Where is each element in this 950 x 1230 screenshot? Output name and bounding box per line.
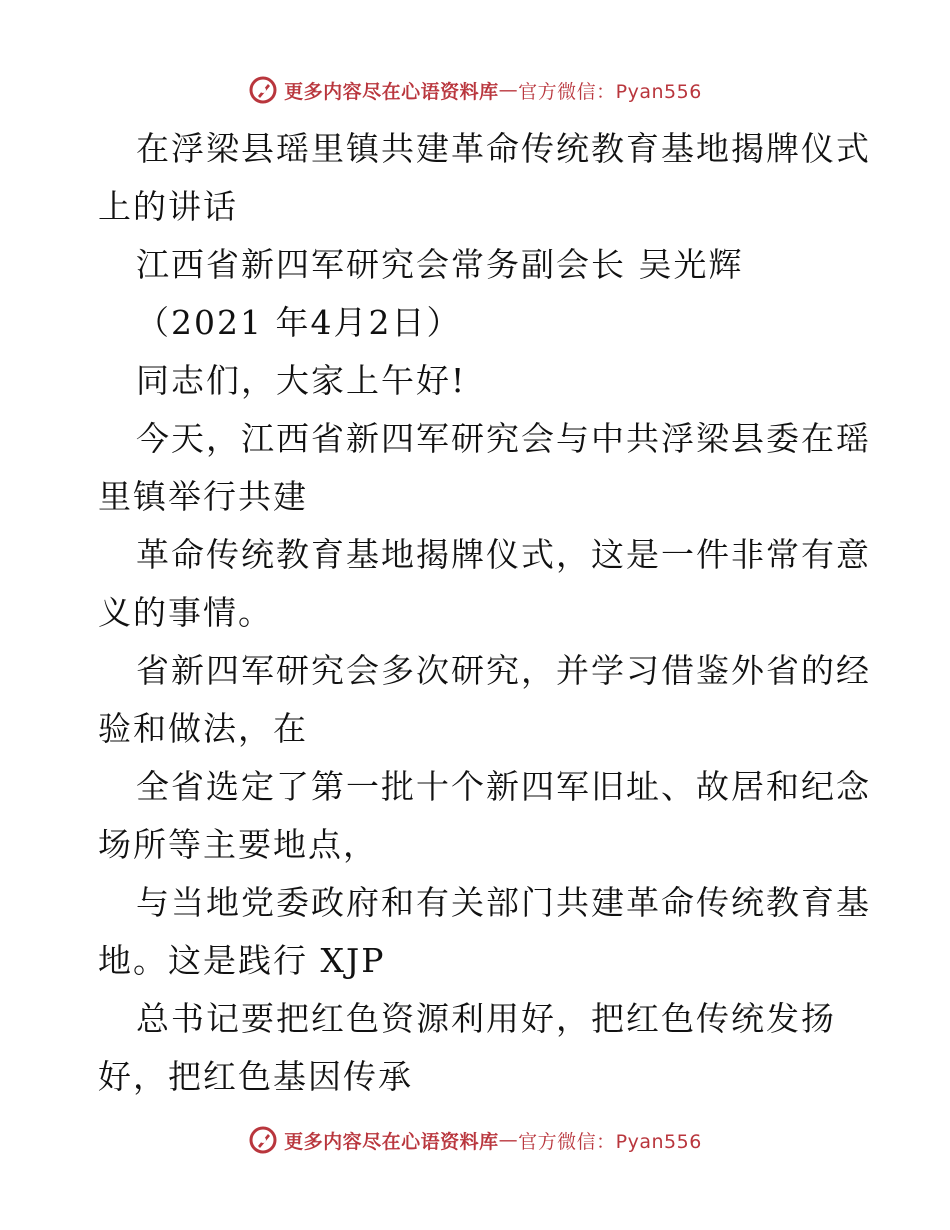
- title-line-2: 上的讲话: [98, 187, 238, 226]
- paragraph-line: 革命传统教育基地揭牌仪式，这是一件非常有意: [136, 535, 871, 574]
- watermark-contact: 官方微信：Pyan556: [518, 80, 702, 103]
- quill-logo-icon: [248, 75, 278, 105]
- watermark-text: 更多内容尽在心语资料库: [284, 80, 499, 103]
- date-line: （2021 年4月2日）: [136, 303, 462, 342]
- watermark-separator: —: [498, 79, 519, 101]
- watermark-contact: 官方微信：Pyan556: [518, 1130, 702, 1153]
- speaker-line: 江西省新四军研究会常务副会长 吴光辉: [136, 245, 744, 284]
- paragraph-line: 好，把红色基因传承: [98, 1057, 413, 1096]
- paragraph-line: 省新四军研究会多次研究，并学习借鉴外省的经: [136, 651, 871, 690]
- watermark-banner-bottom: [0, 1122, 950, 1158]
- paragraph-line: 场所等主要地点，: [98, 825, 378, 864]
- paragraph-line: 义的事情。: [98, 593, 273, 632]
- paragraph-line: 全省选定了第一批十个新四军旧址、故居和纪念: [136, 767, 871, 806]
- greeting-line: 同志们，大家上午好!: [136, 361, 467, 400]
- watermark-text: 更多内容尽在心语资料库: [284, 1130, 499, 1153]
- quill-logo-icon: [248, 1125, 278, 1155]
- paragraph-line: 与当地党委政府和有关部门共建革命传统教育基: [136, 883, 871, 922]
- watermark-separator: —: [498, 1129, 519, 1151]
- paragraph-line: 地。这是践行 XJP: [98, 941, 386, 980]
- paragraph-line: 里镇举行共建: [98, 477, 308, 516]
- title-line-1: 在浮梁县瑶里镇共建革命传统教育基地揭牌仪式: [136, 129, 871, 168]
- watermark-banner-top: [0, 72, 950, 108]
- paragraph-line: 总书记要把红色资源利用好，把红色传统发扬: [136, 999, 836, 1038]
- paragraph-line: 今天，江西省新四军研究会与中共浮梁县委在瑶: [136, 419, 871, 458]
- document-body: [98, 120, 871, 1106]
- paragraph-line: 验和做法，在: [98, 709, 308, 748]
